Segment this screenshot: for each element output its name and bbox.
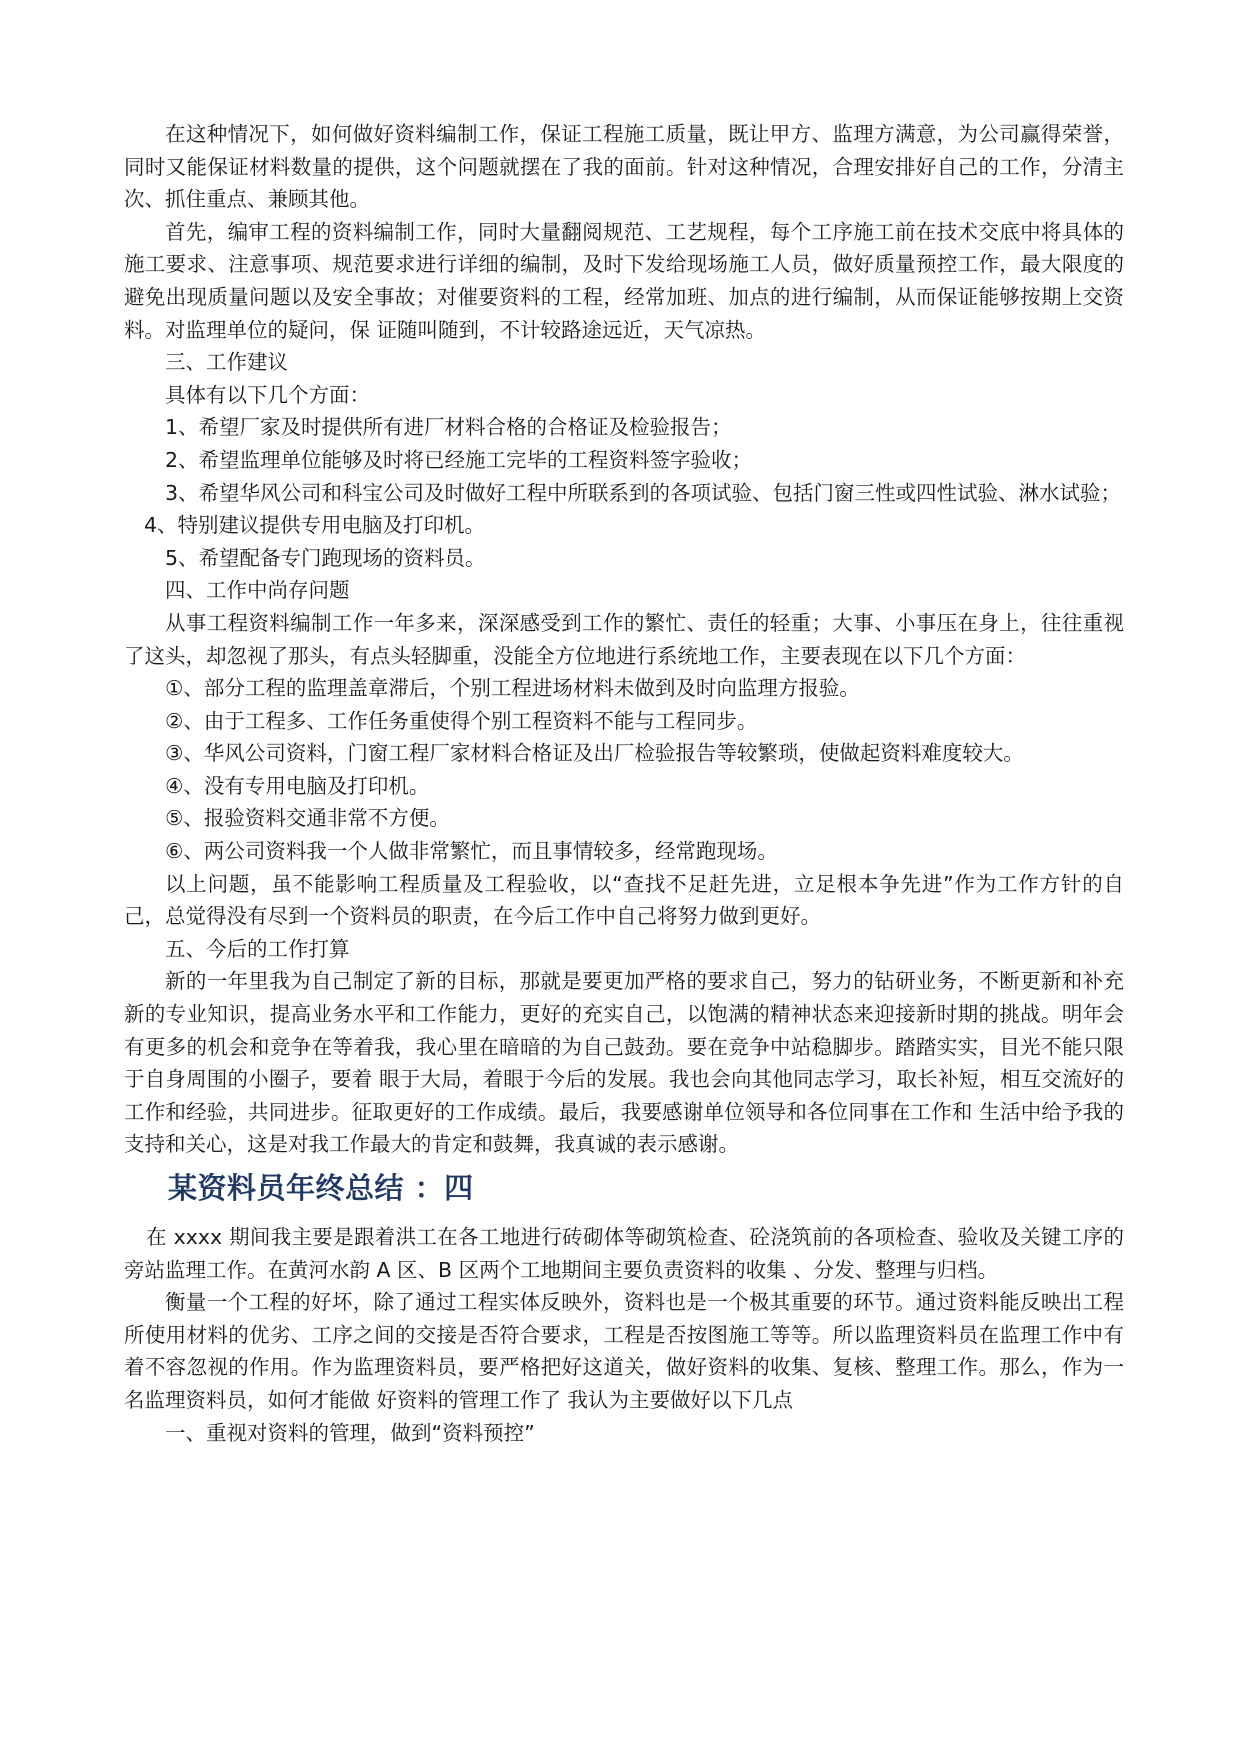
- list-item: ③、华风公司资料，门窗工程厂家材料合格证及出厂检验报告等较繁琐，使做起资料难度较大。: [165, 741, 1024, 766]
- list-item: ⑥、两公司资料我一个人做非常繁忙，而且事情较多，经常跑现场。: [165, 839, 778, 864]
- list-item: 1、希望厂家及时提供所有进厂材料合格的合格证及检验报告；: [165, 415, 732, 440]
- section-title: 三、工作建议: [165, 350, 288, 375]
- section-title: 一、重视对资料的管理，做到“资料预控”: [165, 1420, 535, 1445]
- list-item: 4、特别建议提供专用电脑及打印机。: [144, 513, 486, 538]
- section-heading: 某资料员年终总结 ：四: [168, 1171, 474, 1205]
- list-item: 3、希望华风公司和科宝公司及时做好工程中所联系到的各项试验、包括门窗三性或四性试验、淋水试验；: [165, 480, 1122, 505]
- list-item: ②、由于工程多、工作任务重使得个别工程资料不能与工程同步。: [165, 708, 758, 733]
- section-title: 四、工作中尚存问题: [165, 578, 350, 603]
- paragraph: 在 xxxx 期间我主要是跟着洪工在各工地进行砖砌体等砌筑检查、砼浇筑前的各项检查、验收及关键工序的旁站监理工作。在黄河水韵 A 区、B 区两个工地期间主要负责资料的收集 、分发、整理与归档。: [124, 1225, 1124, 1282]
- list-item: 5、希望配备专门跑现场的资料员。: [165, 545, 486, 570]
- paragraph: 首先，编审工程的资料编制工作，同时大量翻阅规范、工艺规程，每个工序施工前在技术交底中将具体的施工要求、注意事项、规范要求进行详细的编制，及时下发给现场施工人员，做好质量预控工作，最大限度的避免出现质量问题以及安全事故；对催要资料的工程，经常加班、加点的进行编制，从而保证能够按期上交资料。对监理单位的疑问，保 证随叫随到，不计较路途远近，天气凉热。: [124, 219, 1124, 342]
- list-item: ④、没有专用电脑及打印机。: [165, 773, 430, 798]
- paragraph: 以上问题，虽不能影响工程质量及工程验收，以“查找不足赶先进，立足根本争先进”作为工作方针的自己，总觉得没有尽到一个资料员的职责，在今后工作中自己将努力做到更好。: [124, 871, 1124, 929]
- paragraph: 新的一年里我为自己制定了新的目标，那就是要更加严格的要求自己，努力的钻研业务，不断更新和补充新的专业知识，提高业务水平和工作能力，更好的充实自己，以饱满的精神状态来迎接新时期的挑战。明年会有更多的机会和竞争在等着我，我心里在暗暗的为自己鼓劲。要在竞争中站稳脚步。踏踏实实，目光不能只限于自身周围的小圈子，要着 眼于大局，着眼于今后的发展。我也会向其他同志学习，取长补短，相互交流好的工作和经验，共同进步。征取更好的工作成绩。最后，我要感谢单位领导和各位同事在工作和 生活中给予我的支持和关心，这是对我工作最大的肯定和鼓舞，我真诚的表示感谢。: [124, 969, 1124, 1157]
- list-item: 2、希望监理单位能够及时将已经施工完毕的工程资料签字验收；: [165, 447, 753, 472]
- list-item: ①、部分工程的监理盖章滞后，个别工程进场材料未做到及时向监理方报验。: [165, 676, 860, 701]
- paragraph: 衡量一个工程的好坏，除了通过工程实体反映外，资料也是一个极其重要的环节。通过资料能反映出工程所使用材料的优劣、工序之间的交接是否符合要求，工程是否按图施工等等。所以监理资料员在监理工作中有着不容忽视的作用。作为监理资料员，要严格把好这道关，做好资料的收集、复核、整理工作。那么，作为一名监理资料员，如何才能做 好资料的管理工作了 我认为主要做好以下几点: [124, 1290, 1124, 1412]
- list-item: ⑤、报验资料交通非常不方便。: [165, 806, 450, 831]
- paragraph: 在这种情况下，如何做好资料编制工作，保证工程施工质量，既让甲方、监理方满意，为公司赢得荣誉，同时又能保证材料数量的提供，这个问题就摆在了我的面前。针对这种情况，合理安排好自己的工作，分清主次、抓住重点、兼顾其他。: [124, 122, 1124, 212]
- document-page: [124, 118, 1124, 1449]
- section-title: 五、今后的工作打算: [165, 936, 350, 961]
- paragraph: 具体有以下几个方面：: [165, 382, 370, 407]
- paragraph: 从事工程资料编制工作一年多来，深深感受到工作的繁忙、责任的轻重；大事、小事压在身上，往往重视了这头，却忽视了那头，有点头轻脚重，没能全方位地进行系统地工作，主要表现在以下几个方面：: [124, 610, 1124, 668]
